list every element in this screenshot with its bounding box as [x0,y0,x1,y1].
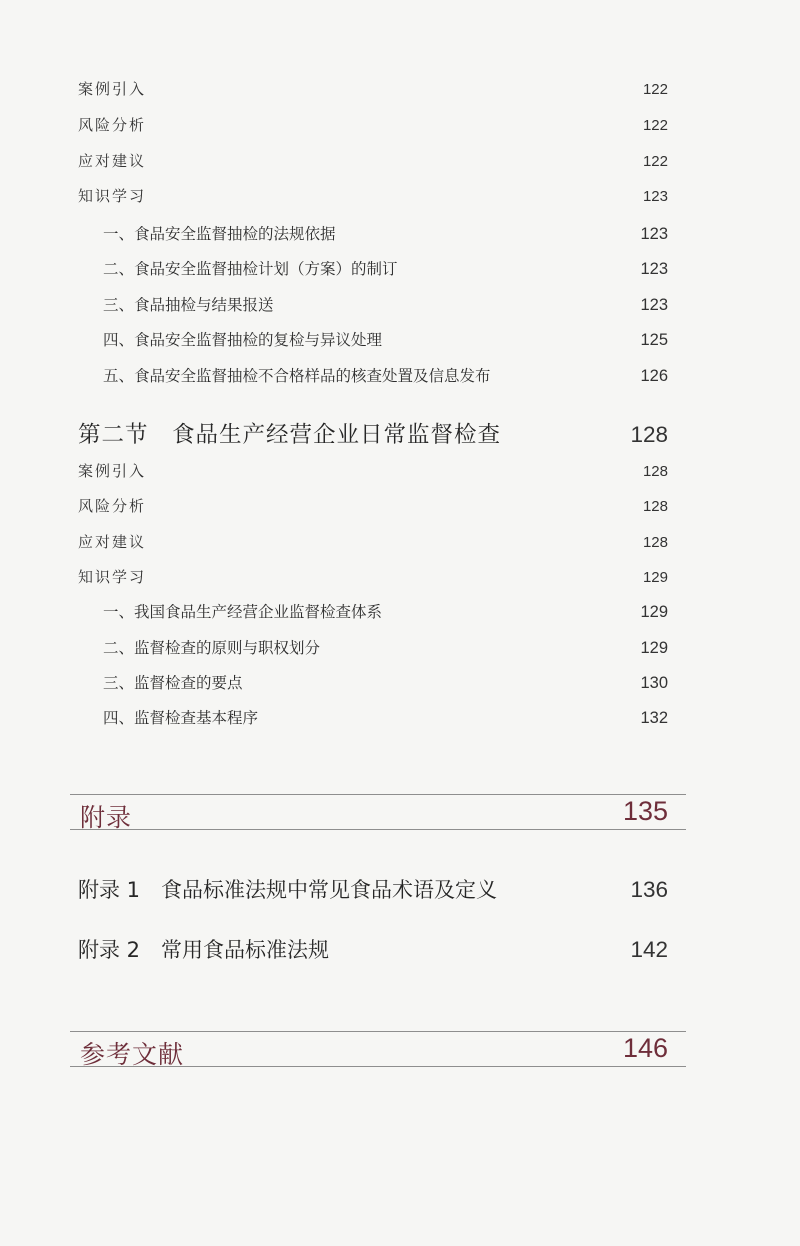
toc-entry-recommendations[interactable] [78,150,668,171]
section-title: 第二节 食品生产经营企业日常监督检查 [78,422,502,448]
toc-section-heading[interactable] [78,407,668,449]
toc-entry-case-intro[interactable] [78,460,668,481]
appendix-item-title: 附录 2 常用食品标准法规 [78,938,330,962]
toc-entry-page: 128 [642,463,668,480]
toc-entry-page: 129 [642,569,668,586]
toc-entry-knowledge[interactable] [78,566,668,587]
references-heading[interactable] [70,1031,686,1067]
toc-item-title: 二、监督检查的原则与职权划分 [103,639,321,657]
toc-item-title: 二、食品安全监督抽检计划（方案）的制订 [103,260,398,278]
toc-entry-page: 123 [642,188,668,205]
toc-item-page: 126 [640,367,668,385]
appendix-heading[interactable] [70,794,686,830]
toc-item-title: 三、食品抽检与结果报送 [103,296,274,314]
toc-appendix-1[interactable] [78,864,668,904]
toc-item-page: 125 [640,331,668,349]
toc-item-1[interactable] [103,222,668,244]
toc-item-page: 123 [640,296,668,314]
toc-item-title: 四、监督检查基本程序 [103,709,259,727]
toc-entry-case-intro[interactable] [78,78,668,99]
toc-item-page: 123 [640,225,668,243]
toc-item-3[interactable] [103,671,668,693]
section-page: 128 [630,422,668,447]
toc-item-3[interactable] [103,293,668,315]
toc-entry-page: 122 [642,117,668,134]
toc-entry-title: 案例引入 [78,462,147,480]
toc-entry-title: 应对建议 [78,152,147,170]
toc-entry-title: 知识学习 [78,187,147,205]
references-page: 146 [622,1033,668,1063]
appendix-item-title: 附录 1 食品标准法规中常见食品术语及定义 [78,878,498,902]
toc-entry-title: 案例引入 [78,80,147,98]
toc-item-2[interactable] [103,257,668,279]
appendix-page: 135 [622,796,668,826]
toc-entry-recommendations[interactable] [78,531,668,552]
appendix-item-page: 142 [630,937,668,962]
toc-item-page: 129 [640,603,668,621]
toc-item-title: 三、监督检查的要点 [103,674,243,692]
appendix-item-page: 136 [630,877,668,902]
toc-appendix-2[interactable] [78,924,668,964]
toc-entry-risk-analysis[interactable] [78,114,668,135]
toc-item-page: 123 [640,260,668,278]
references-title: 参考文献 [80,1040,185,1069]
toc-entry-title: 知识学习 [78,568,147,586]
toc-entry-risk-analysis[interactable] [78,495,668,516]
toc-entry-title: 应对建议 [78,533,147,551]
toc-item-page: 129 [640,639,668,657]
toc-entry-page: 122 [642,81,668,98]
toc-item-title: 四、食品安全监督抽检的复检与异议处理 [103,331,383,349]
toc-item-title: 五、食品安全监督抽检不合格样品的核查处置及信息发布 [103,367,491,385]
toc-item-title: 一、我国食品生产经营企业监督检查体系 [103,603,383,621]
toc-item-page: 130 [640,674,668,692]
toc-entry-title: 风险分析 [78,497,147,515]
toc-item-4[interactable] [103,706,668,728]
toc-item-1[interactable] [103,600,668,622]
toc-entry-page: 122 [642,153,668,170]
toc-item-5[interactable] [103,364,668,386]
toc-item-4[interactable] [103,328,668,350]
toc-entry-knowledge[interactable] [78,185,668,206]
appendix-title: 附录 [80,803,133,832]
toc-item-title: 一、食品安全监督抽检的法规依据 [103,225,336,243]
toc-entry-title: 风险分析 [78,116,147,134]
toc-entry-page: 128 [642,498,668,515]
toc-entry-page: 128 [642,534,668,551]
toc-item-page: 132 [640,709,668,727]
toc-item-2[interactable] [103,636,668,658]
